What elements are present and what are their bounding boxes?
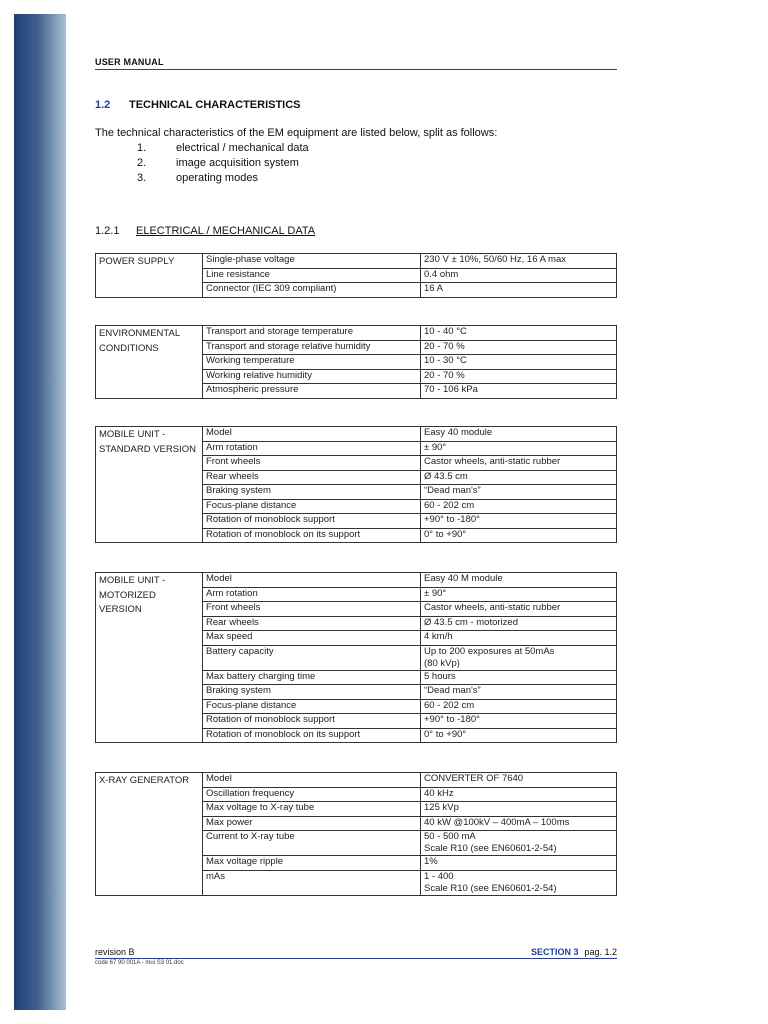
list-number: 1. xyxy=(137,142,147,154)
parameter-cell: Focus-plane distance xyxy=(203,699,421,714)
parameter-cell: Max battery charging time xyxy=(203,670,421,685)
value-cell: 1 - 400 Scale R10 (see EN60601-2-54) xyxy=(421,870,617,895)
section-number: 1.2 xyxy=(95,99,111,111)
header-title: USER MANUAL xyxy=(95,57,164,67)
footer-page-info xyxy=(531,947,617,957)
header-rule xyxy=(95,69,617,70)
value-cell: 230 V ± 10%, 50/60 Hz, 16 A max xyxy=(421,254,617,269)
value-cell: Ø 43.5 cm xyxy=(421,470,617,485)
parameter-cell: Focus-plane distance xyxy=(203,499,421,514)
parameter-cell: Rotation of monoblock on its support xyxy=(203,528,421,543)
value-cell: ± 90° xyxy=(421,441,617,456)
footer-section: SECTION 3 xyxy=(530,947,579,957)
value-cell: 125 kVp xyxy=(421,802,617,817)
parameter-cell: Max power xyxy=(203,816,421,831)
value-cell: 5 hours xyxy=(421,670,617,685)
value-cell: 50 - 500 mA Scale R10 (see EN60601-2-54) xyxy=(421,831,617,856)
value-cell: 40 kHz xyxy=(421,787,617,802)
list-text: image acquisition system xyxy=(176,157,299,169)
parameter-cell: Atmospheric pressure xyxy=(203,384,421,399)
list-item xyxy=(137,171,309,186)
split-list xyxy=(137,141,309,186)
value-cell: CONVERTER OF 7640 xyxy=(421,773,617,788)
parameter-cell: Rear wheels xyxy=(203,470,421,485)
parameter-cell: Rotation of monoblock support xyxy=(203,714,421,729)
list-number: 3. xyxy=(137,172,147,184)
subsection-title: ELECTRICAL / MECHANICAL DATA xyxy=(136,225,316,237)
table-category: MOBILE UNIT - MOTORIZED VERSION xyxy=(96,573,203,743)
table-category: MOBILE UNIT - STANDARD VERSION xyxy=(96,427,203,543)
parameter-cell: Single-phase voltage xyxy=(203,254,421,269)
parameter-cell: Rear wheels xyxy=(203,616,421,631)
value-cell: Castor wheels, anti-static rubber xyxy=(421,456,617,471)
parameter-cell: Rotation of monoblock on its support xyxy=(203,728,421,743)
parameter-cell: Max voltage to X-ray tube xyxy=(203,802,421,817)
page-side-band xyxy=(14,14,66,1010)
parameter-cell: Model xyxy=(203,773,421,788)
footer-page: pag. 1.2 xyxy=(584,947,617,957)
value-cell: 10 - 30 °C xyxy=(421,355,617,370)
value-cell: 40 kW @100kV – 400mA – 100ms xyxy=(421,816,617,831)
mobile-unit-standard-table xyxy=(95,426,617,543)
value-cell: Castor wheels, anti-static rubber xyxy=(421,602,617,617)
section-title: TECHNICAL CHARACTERISTICS xyxy=(129,99,301,111)
parameter-cell: Arm rotation xyxy=(203,587,421,602)
table-row xyxy=(96,427,617,442)
parameter-cell: Max voltage ripple xyxy=(203,856,421,871)
parameter-cell: Front wheels xyxy=(203,456,421,471)
parameter-cell: Arm rotation xyxy=(203,441,421,456)
section-heading xyxy=(95,99,301,111)
x-ray-generator-table xyxy=(95,772,617,896)
parameter-cell: Battery capacity xyxy=(203,645,421,670)
mobile-unit-motorized-table xyxy=(95,572,617,743)
parameter-cell: Transport and storage relative humidity xyxy=(203,340,421,355)
value-cell: 0.4 ohm xyxy=(421,268,617,283)
table-category: POWER SUPPLY xyxy=(96,254,203,298)
table-row xyxy=(96,773,617,788)
value-cell: +90° to -180° xyxy=(421,714,617,729)
table-category: ENVIRONMENTAL CONDITIONS xyxy=(96,326,203,399)
value-cell: 0° to +90° xyxy=(421,728,617,743)
parameter-cell: Max speed xyxy=(203,631,421,646)
parameter-cell: Model xyxy=(203,573,421,588)
table-category: X-RAY GENERATOR xyxy=(96,773,203,896)
value-cell: “Dead man's” xyxy=(421,685,617,700)
value-cell: Easy 40 module xyxy=(421,427,617,442)
environmental-conditions-table xyxy=(95,325,617,399)
parameter-cell: Oscillation frequency xyxy=(203,787,421,802)
list-text: operating modes xyxy=(176,172,258,184)
subsection-heading xyxy=(95,225,315,237)
value-cell: ± 90° xyxy=(421,587,617,602)
parameter-cell: Current to X-ray tube xyxy=(203,831,421,856)
value-cell: Up to 200 exposures at 50mAs (80 kVp) xyxy=(421,645,617,670)
page-header xyxy=(95,57,617,70)
subsection-number: 1.2.1 xyxy=(95,225,120,237)
value-cell: “Dead man's” xyxy=(421,485,617,500)
parameter-cell: Working relative humidity xyxy=(203,369,421,384)
value-cell: +90° to -180° xyxy=(421,514,617,529)
parameter-cell: Transport and storage temperature xyxy=(203,326,421,341)
footer-rule xyxy=(95,958,617,959)
value-cell: Easy 40 M module xyxy=(421,573,617,588)
table-row xyxy=(96,326,617,341)
list-text: electrical / mechanical data xyxy=(176,142,309,154)
intro-text: The technical characteristics of the EM equipment are listed below, split as follows: xyxy=(95,127,498,139)
power-supply-table xyxy=(95,253,617,298)
value-cell: 16 A xyxy=(421,283,617,298)
parameter-cell: Rotation of monoblock support xyxy=(203,514,421,529)
value-cell: 4 km/h xyxy=(421,631,617,646)
footer-revision: revision B xyxy=(95,947,135,957)
parameter-cell: mAs xyxy=(203,870,421,895)
list-item xyxy=(137,156,309,171)
parameter-cell: Working temperature xyxy=(203,355,421,370)
list-item xyxy=(137,141,309,156)
value-cell: 20 - 70 % xyxy=(421,369,617,384)
list-number: 2. xyxy=(137,157,147,169)
value-cell: 0° to +90° xyxy=(421,528,617,543)
parameter-cell: Braking system xyxy=(203,485,421,500)
table-row xyxy=(96,573,617,588)
value-cell: Ø 43.5 cm - motorized xyxy=(421,616,617,631)
table-row xyxy=(96,254,617,269)
value-cell: 10 - 40 °C xyxy=(421,326,617,341)
parameter-cell: Connector (IEC 309 compliant) xyxy=(203,283,421,298)
parameter-cell: Braking system xyxy=(203,685,421,700)
parameter-cell: Model xyxy=(203,427,421,442)
value-cell: 60 - 202 cm xyxy=(421,499,617,514)
parameter-cell: Line resistance xyxy=(203,268,421,283)
value-cell: 20 - 70 % xyxy=(421,340,617,355)
value-cell: 60 - 202 cm xyxy=(421,699,617,714)
parameter-cell: Front wheels xyxy=(203,602,421,617)
value-cell: 70 - 106 kPa xyxy=(421,384,617,399)
footer-code: code 67 90 001A - mui S3 01.doc xyxy=(95,960,184,966)
value-cell: 1% xyxy=(421,856,617,871)
